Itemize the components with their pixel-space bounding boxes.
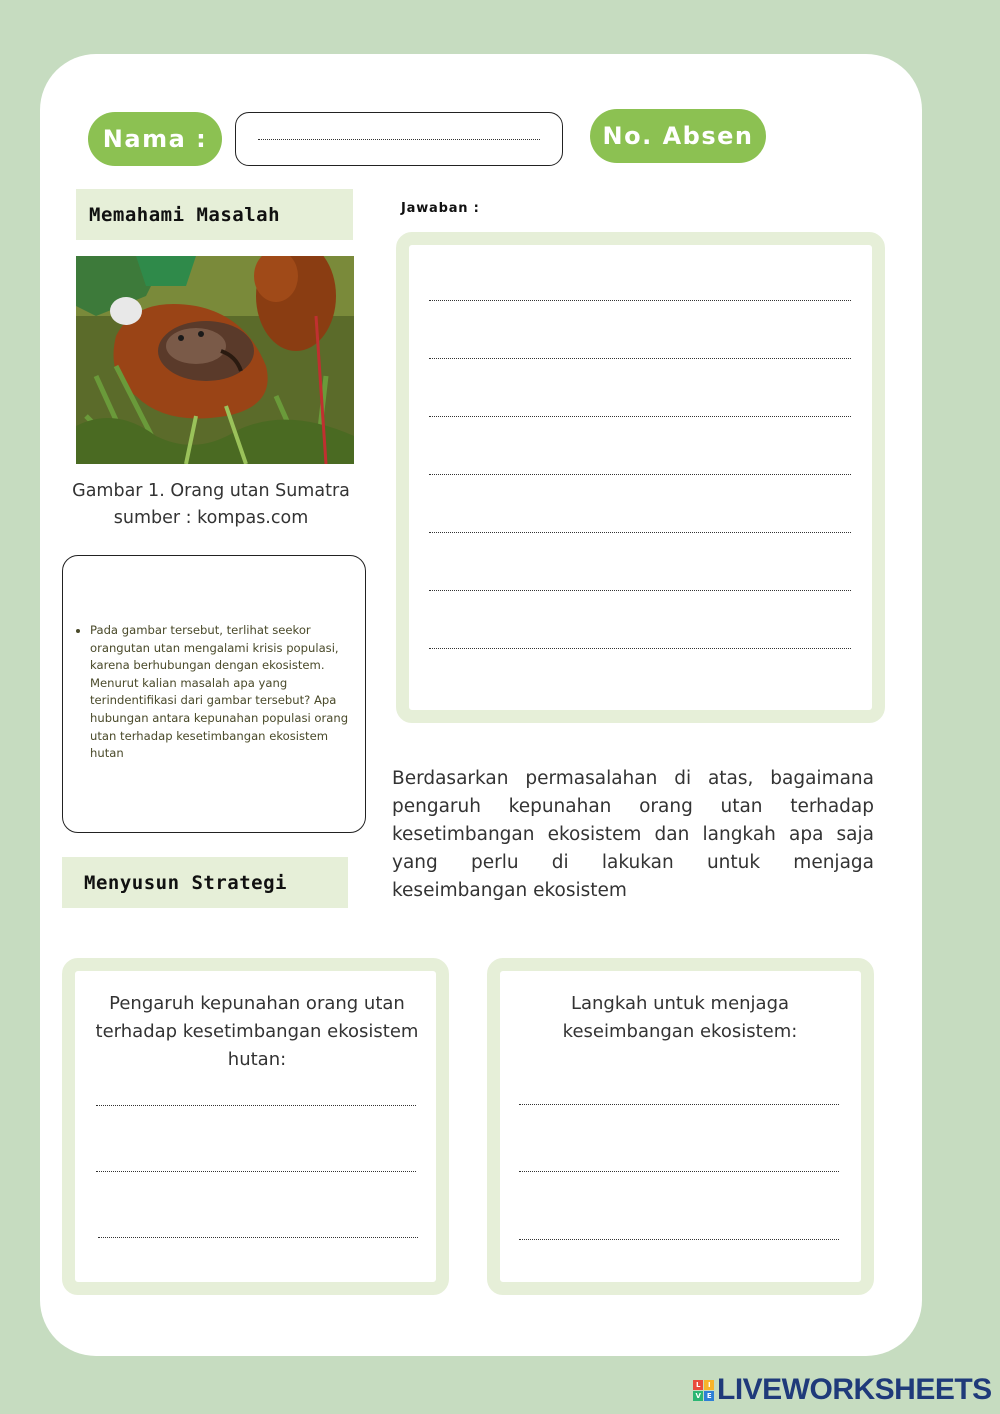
answer-line[interactable]: [429, 300, 851, 301]
answer-line[interactable]: [429, 474, 851, 475]
orangutan-photo-illustration: [76, 256, 354, 464]
answer-line[interactable]: [429, 648, 851, 649]
steps-answer-box[interactable]: [487, 958, 874, 1295]
logo-letter-e: E: [704, 1391, 714, 1401]
section-label-memahami-masalah: [76, 189, 353, 240]
logo-letter-i: I: [704, 1380, 714, 1390]
liveworksheets-logo: [693, 1374, 992, 1406]
effect-answer-box[interactable]: [62, 958, 449, 1295]
steps-box-title: Langkah untuk menjaga keseimbangan ekosistem:: [562, 993, 798, 1042]
name-input-field[interactable]: [235, 112, 563, 166]
question-list: [63, 622, 365, 763]
absen-label: No. Absen: [602, 122, 754, 150]
effect-box-title: Pengaruh kepunahan orang utan terhadap kesetimbangan ekosistem hutan:: [95, 993, 419, 1070]
liveworksheets-logo-icon: [693, 1380, 714, 1401]
name-label-pill: [88, 112, 222, 166]
answer-line[interactable]: [429, 358, 851, 359]
name-label: Nama :: [102, 125, 208, 153]
brand-name: LIVEWORKSHEETS: [717, 1373, 992, 1406]
section-label-menyusun-strategi: [62, 857, 348, 908]
section-title: Memahami Masalah: [89, 203, 281, 226]
question-box: [62, 555, 366, 833]
caption-source: sumber : kompas.com: [113, 508, 309, 528]
orangutan-photo: [76, 256, 354, 464]
logo-letter-v: V: [693, 1391, 703, 1401]
effect-answer-line[interactable]: [96, 1171, 416, 1172]
answer-line[interactable]: [429, 590, 851, 591]
caption-title: Gambar 1. Orang utan Sumatra: [72, 481, 350, 501]
answer-line[interactable]: [429, 416, 851, 417]
effect-answer-line[interactable]: [98, 1237, 418, 1238]
strategy-prompt: Berdasarkan permasalahan di atas, bagaimana pengaruh kepunahan orang utan terhadap kesetimbangan ekosistem dan langkah apa saja yang perlu di lakukan untuk menjaga keseimbangan ekosistem: [392, 768, 874, 901]
answer-line[interactable]: [429, 532, 851, 533]
question-text: • Pada gambar tersebut, terlihat seekor orangutan utan mengalami krisis populasi, karena berhubungan dengan ekosistem. Menurut kalian masalah apa yang terindentifikasi dari gambar tersebut? Apa hubungan antara kepunahan populasi orang utan terhadap kesetimbangan ekosistem hutan: [90, 622, 357, 763]
photo-caption: [56, 478, 366, 532]
steps-answer-line[interactable]: [519, 1104, 839, 1105]
steps-answer-line[interactable]: [519, 1239, 839, 1240]
answer-box[interactable]: [396, 232, 885, 723]
absen-label-pill: [590, 109, 766, 163]
logo-letter-l: L: [693, 1380, 703, 1390]
section-title: Menyusun Strategi: [84, 871, 287, 894]
effect-answer-line[interactable]: [96, 1105, 416, 1106]
answer-label: Jawaban :: [401, 201, 480, 216]
steps-answer-line[interactable]: [519, 1171, 839, 1172]
name-input-line: [258, 139, 540, 140]
